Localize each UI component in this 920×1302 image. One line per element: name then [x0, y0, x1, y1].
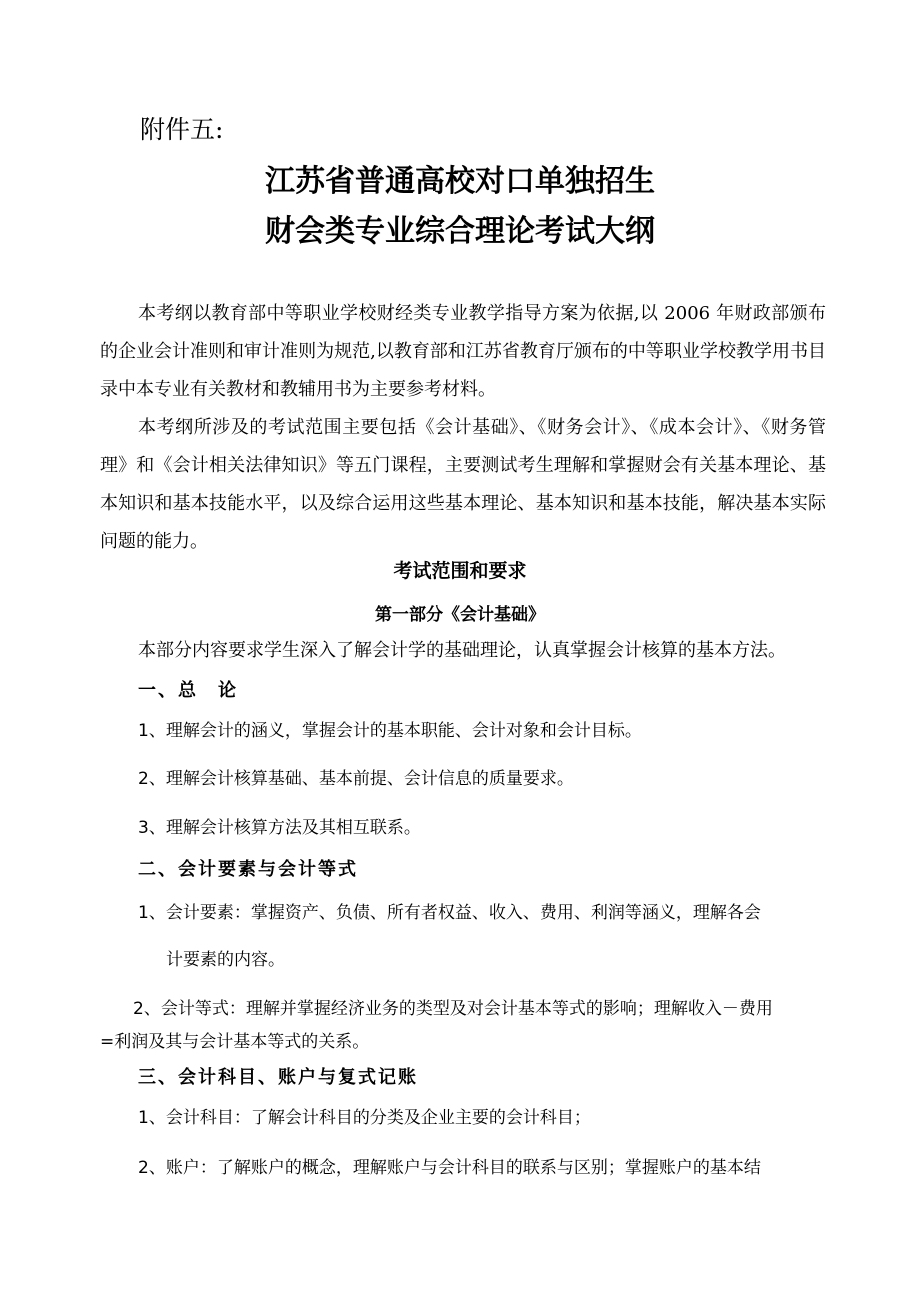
section-heading-1: 一、总 论 — [138, 680, 238, 701]
list-item: 1、理解会计的涵义，掌握会计的基本职能、会计对象和会计目标。 — [138, 721, 642, 741]
list-item: 1、会计科目：了解会计科目的分类及企业主要的会计科目； — [138, 1108, 591, 1128]
list-item: 1、会计要素：掌握资产、负债、所有者权益、收入、费用、利润等涵义，理解各会 — [138, 903, 761, 923]
intro-paragraph-1: 本考纲以教育部中等职业学校财经类专业教学指导方案为依据,以 2006 年财政部颁布的企业会计准则和审计准则为规范,以教育部和江苏省教育厅颁布的中等职业学校教学用书目录中本专业有关教材和教辅用书为主要参考材料。 — [100, 303, 826, 400]
list-item: 2、会计等式：理解并掌握经济业务的类型及对会计基本等式的影响；理解收入－费用 — [133, 999, 773, 1019]
list-item: 2、账户：了解账户的概念，理解账户与会计科目的联系与区别；掌握账户的基本结 — [138, 1158, 761, 1178]
part-intro: 本部分内容要求学生深入了解会计学的基础理论，认真掌握会计核算的基本方法。 — [138, 640, 786, 661]
list-item: 2、理解会计核算基础、基本前提、会计信息的质量要求。 — [138, 769, 574, 789]
list-item-continuation: =利润及其与会计基本等式的关系。 — [100, 1032, 370, 1052]
section-heading-3: 三、会计科目、账户与复式记账 — [138, 1067, 418, 1088]
list-item-continuation: 计要素的内容。 — [166, 950, 285, 970]
part-heading: 第一部分《会计基础》 — [375, 605, 545, 625]
section-heading-2: 二、会计要素与会计等式 — [138, 859, 358, 880]
list-item: 3、理解会计核算方法及其相互联系。 — [138, 818, 421, 838]
document-title-line-1: 江苏省普通高校对口单独招生 — [265, 164, 655, 199]
document-title-line-2: 财会类专业综合理论考试大纲 — [265, 214, 655, 249]
intro-paragraph-2: 本考纲所涉及的考试范围主要包括《会计基础》、《财务会计》、《成本会计》、《财务管理》和《会计相关法律知识》等五门课程，主要测试考生理解和掌握财会有关基本理论、基本知识和基本技能水平，以及综合运用这些基本理论、基本知识和基本技能，解决基本实际问题的能力。 — [100, 417, 826, 552]
scope-heading: 考试范围和要求 — [393, 560, 527, 582]
attachment-label: 附件五: — [140, 115, 224, 144]
